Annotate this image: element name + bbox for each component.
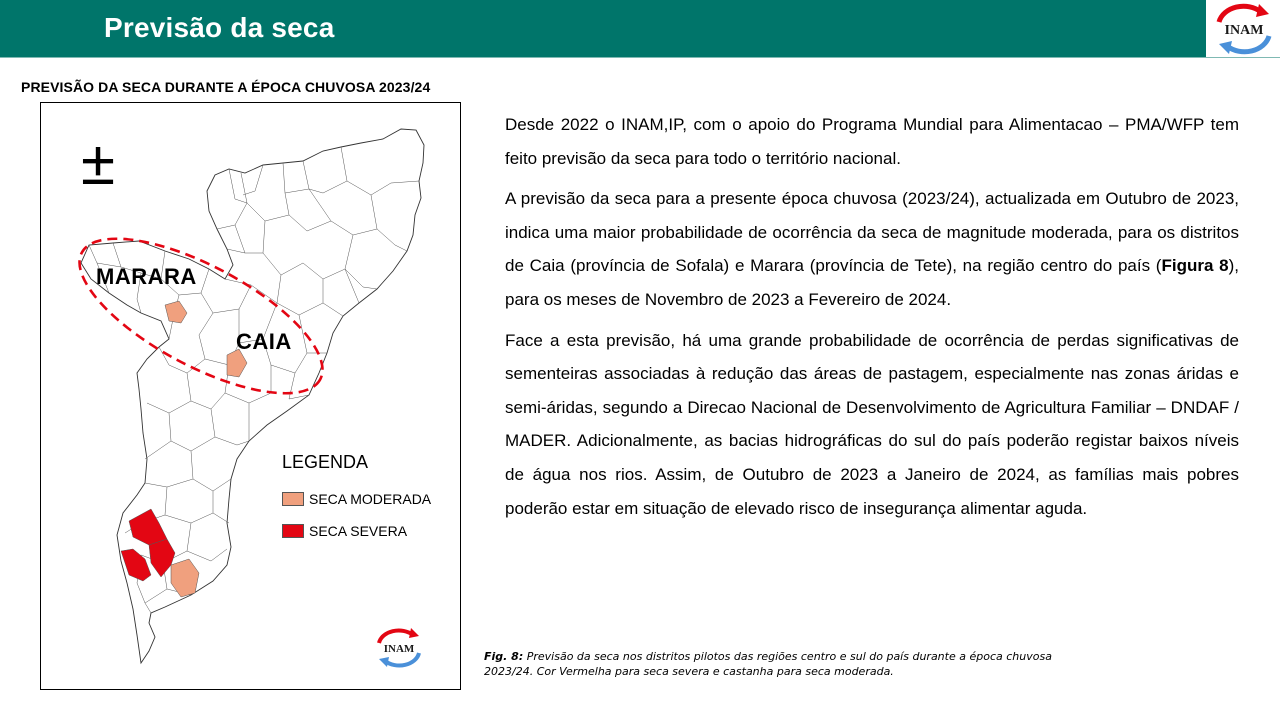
marara-label: MARARA <box>96 264 197 289</box>
caption-text: Previsão da seca nos distritos pilotos das regiões centro e sul do país durante a época chuvosa 2023/24. Cor Vermelha para seca severa e castanha para seca moderada. <box>484 650 1052 678</box>
legend-item-moderate <box>282 491 431 507</box>
map-inam-logo <box>371 625 427 674</box>
figure-caption <box>484 649 1074 679</box>
legend-item-severe <box>282 523 407 539</box>
country-outline <box>81 129 424 663</box>
map-title: PREVISÃO DA SECA DURANTE A ÉPOCA CHUVOSA 2023/24 <box>21 79 431 95</box>
paragraph-1: Desde 2022 o INAM,IP, com o apoio do Programa Mundial para Alimentacao – PMA/WFP tem feito previsão da seca para todo o território nacional. <box>505 115 1239 168</box>
figure-reference: Figura 8 <box>1161 256 1229 276</box>
paragraph-3: Face a esta previsão, há uma grande probabilidade de ocorrência de perdas significativas de sementeiras associadas à redução das áreas de pastagem, especialmente nas zonas áridas e semi-áridas, segundo a Direcao Nacional de Desenvolvimento de Agricultura Familiar – DNDAF / MADER. Adicionalmente, as bacias hidrográficas do sul do país poderão registar baixos níveis de água nos rios. Assim, de Outubro de 2023 a Janeiro de 2024, as famílias mais pobres poderão estar em situação de elevado risco de insegurança alimentar aguda. <box>505 330 1239 518</box>
title-bar <box>0 0 1206 57</box>
inam-logo-icon <box>1209 0 1279 57</box>
legend-swatch-moderate <box>282 492 304 506</box>
inam-logo <box>1207 0 1280 57</box>
legend-title: LEGENDA <box>282 452 369 472</box>
paragraph-2-part-2: ), para os meses de Novembro de 2023 a Fevereiro de 2024. <box>505 256 1240 309</box>
map-logo-text: INAM <box>383 643 415 655</box>
caption-label: Fig. 8: <box>484 650 524 663</box>
body-text <box>505 108 1239 532</box>
header-divider <box>0 57 1280 58</box>
drought-map <box>40 102 461 690</box>
paragraph-2 <box>505 182 1239 316</box>
caia-label: CAIA <box>236 329 292 354</box>
legend-label-severe: SECA SEVERA <box>309 523 408 539</box>
inam-logo-text: INAM <box>1224 23 1264 38</box>
page-title: Previsão da seca <box>104 12 335 43</box>
legend-swatch-severe <box>282 524 304 538</box>
paragraph-2-part-1: A previsão da seca para a presente época chuvosa (2023/24), actualizada em Outubro de 2023, indica uma maior probabilidade de ocorrência da seca de magnitude moderada, para os distritos de Caia (província de Sofala) e Marara (província de Tete), na região centro do país ( <box>505 189 1239 276</box>
map-inam-logo-icon <box>371 625 427 669</box>
north-arrow: ± <box>81 129 116 198</box>
legend-label-moderate: SECA MODERADA <box>309 491 432 507</box>
